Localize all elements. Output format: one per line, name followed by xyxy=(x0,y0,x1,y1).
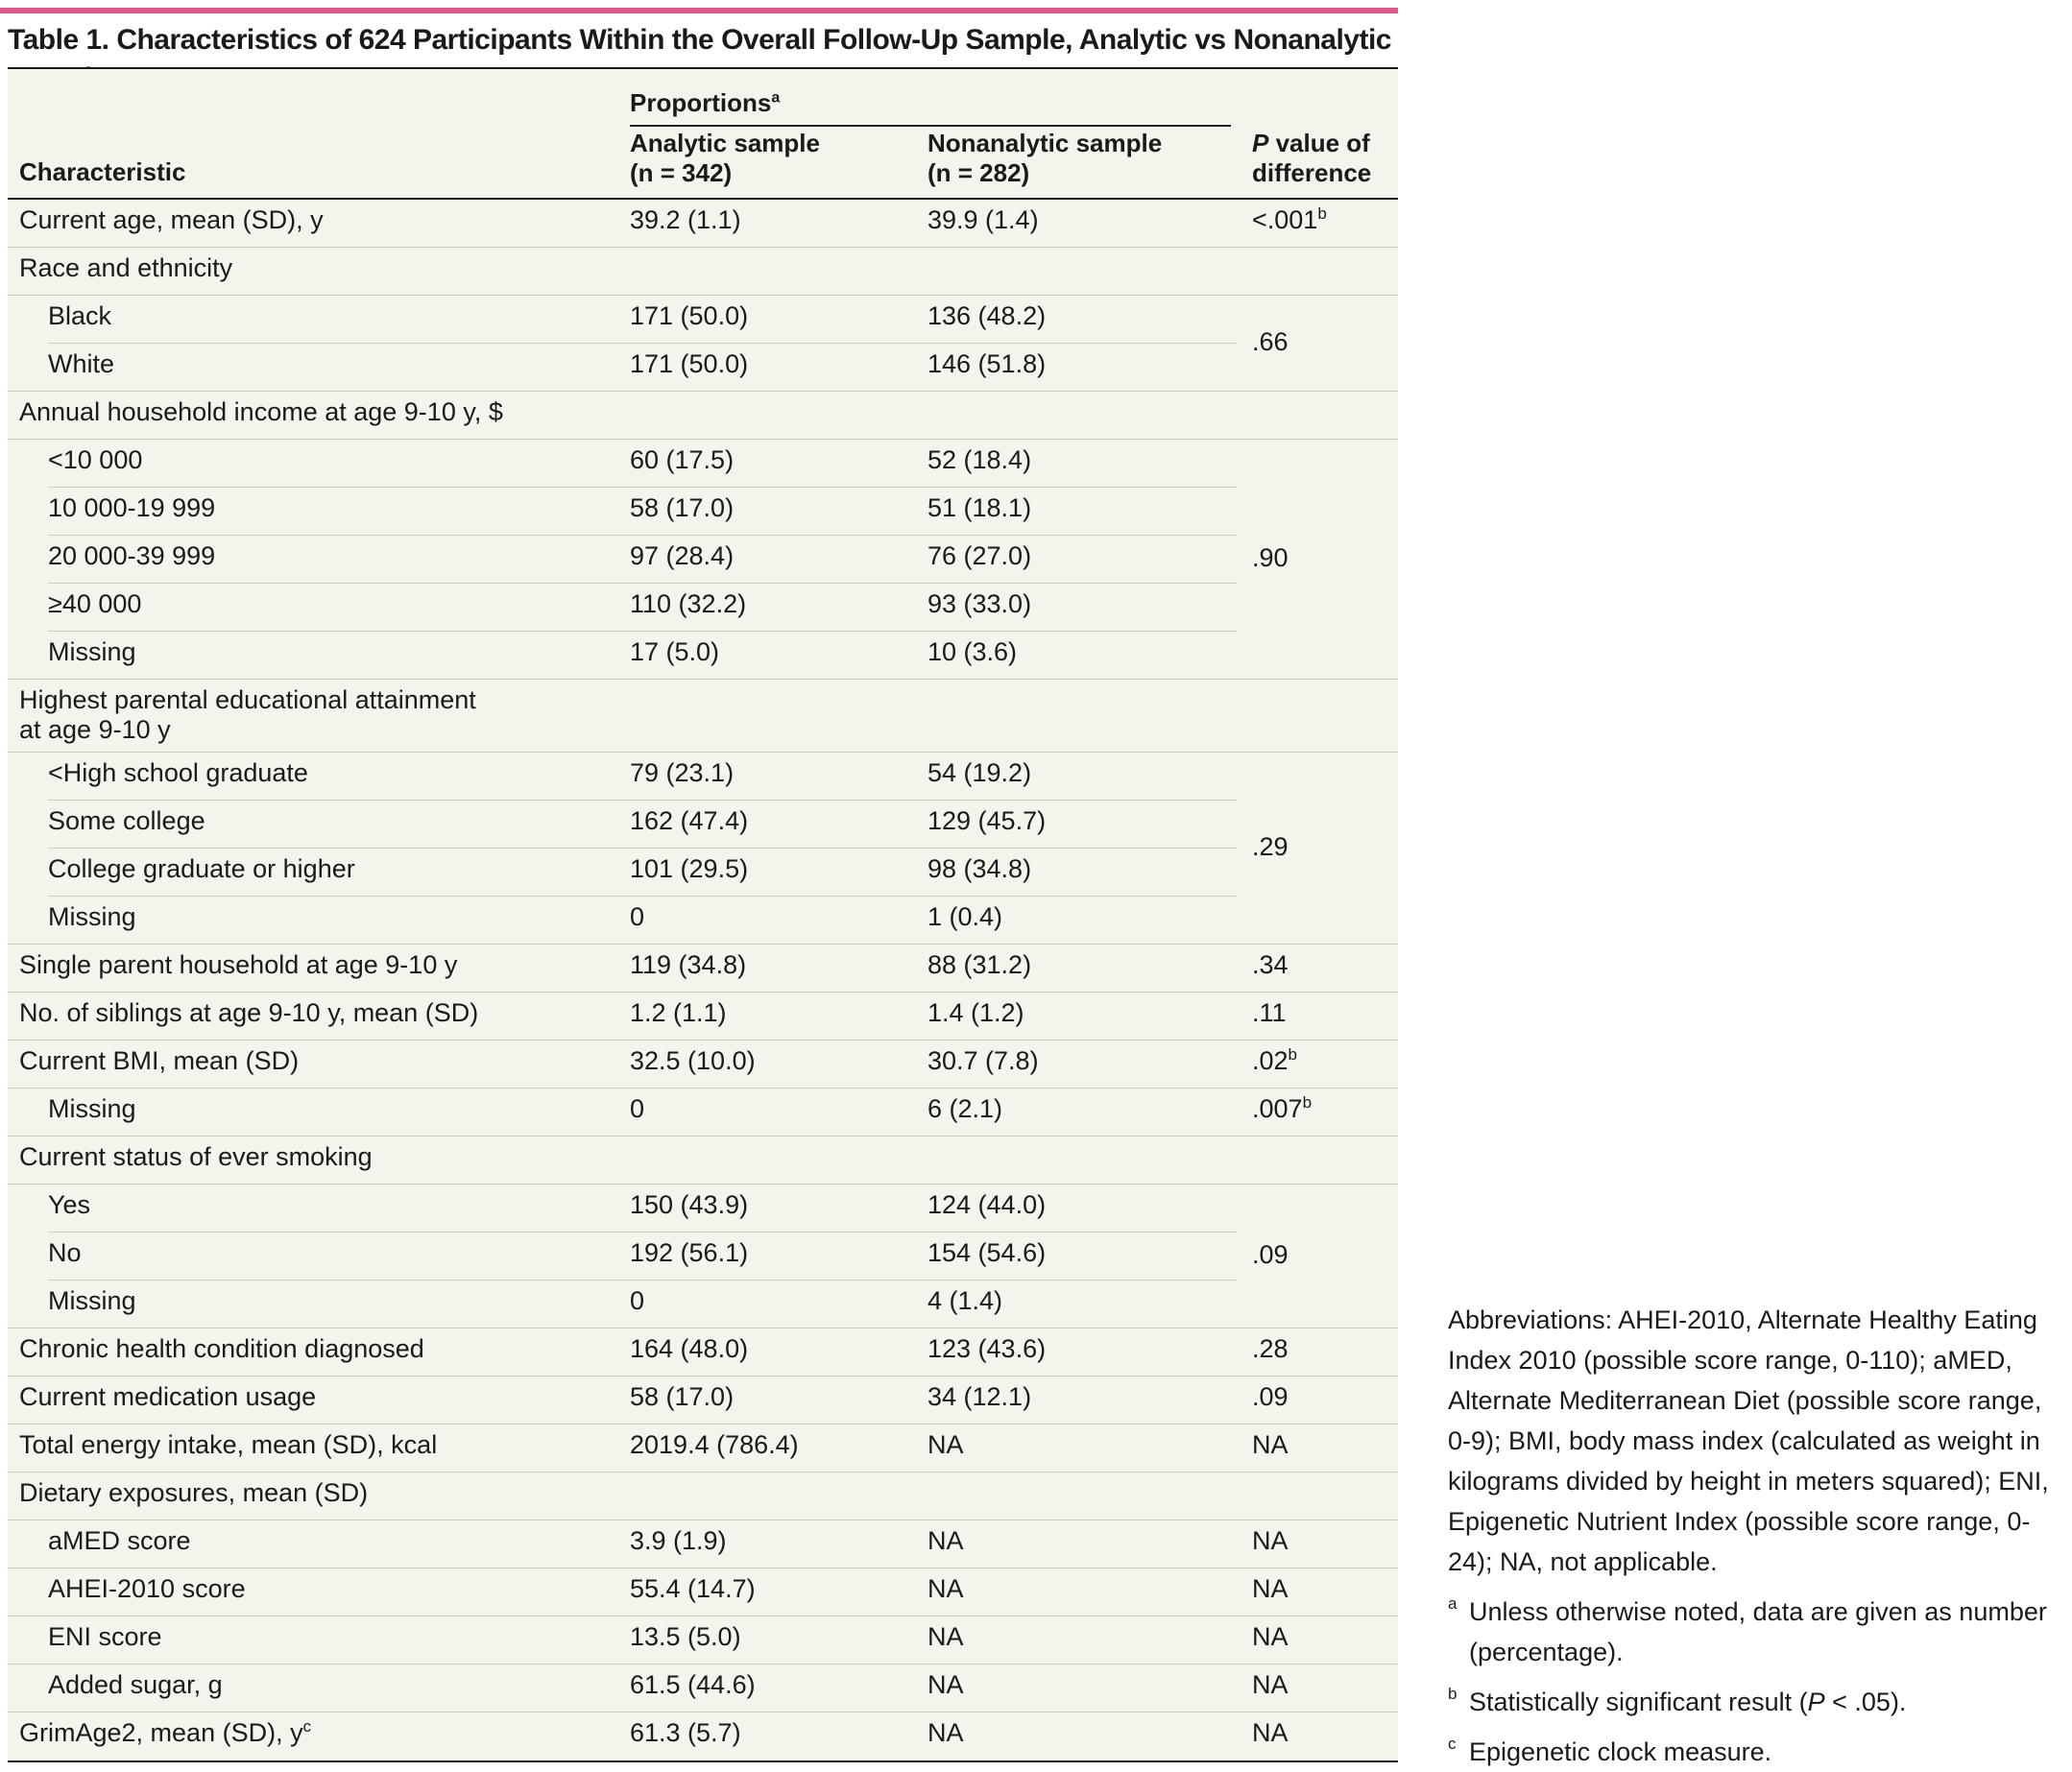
analytic-value: 97 (28.4) xyxy=(630,541,735,570)
row-label: Missing xyxy=(48,1286,136,1315)
nonanalytic-value: 4 (1.4) xyxy=(928,1286,1003,1315)
table-row xyxy=(8,1425,1398,1473)
row-label: Missing xyxy=(48,637,136,666)
analytic-value: 3.9 (1.9) xyxy=(630,1526,727,1555)
analytic-value: 150 (43.9) xyxy=(630,1190,749,1219)
p-value: NA xyxy=(1252,1622,1289,1651)
nonanalytic-value: 154 (54.6) xyxy=(928,1238,1047,1267)
row-label: Missing xyxy=(48,902,136,931)
nonanalytic-value: 129 (45.7) xyxy=(928,806,1047,835)
analytic-value: 171 (50.0) xyxy=(630,301,749,330)
title-accent-bar xyxy=(0,8,1398,13)
p-value: NA xyxy=(1252,1670,1289,1699)
nonanalytic-value: 136 (48.2) xyxy=(928,301,1047,330)
footnote-mark-b: b xyxy=(1302,1093,1313,1112)
nonanalytic-value: 1.4 (1.2) xyxy=(928,998,1024,1027)
header-p-value: P value of difference xyxy=(1252,129,1372,187)
nonanalytic-value: 1 (0.4) xyxy=(928,902,1003,931)
row-label: Current BMI, mean (SD) xyxy=(19,1046,300,1075)
table-row xyxy=(8,200,1398,248)
row-label: Total energy intake, mean (SD), kcal xyxy=(19,1430,438,1459)
row-label: Missing xyxy=(48,1094,136,1123)
row-label: Black xyxy=(48,301,112,330)
analytic-value: 61.3 (5.7) xyxy=(630,1718,741,1747)
table-row xyxy=(8,632,1398,680)
nonanalytic-value: 124 (44.0) xyxy=(928,1190,1047,1219)
p-value: .11 xyxy=(1252,998,1287,1027)
table-row xyxy=(8,1473,1398,1521)
analytic-value: 79 (23.1) xyxy=(630,758,735,787)
p-value: .28 xyxy=(1252,1334,1289,1363)
nonanalytic-value: 93 (33.0) xyxy=(928,589,1032,618)
analytic-value: 162 (47.4) xyxy=(630,806,749,835)
nonanalytic-value: NA xyxy=(928,1574,964,1603)
p-value: NA xyxy=(1252,1526,1289,1555)
header-characteristic: Characteristic xyxy=(19,157,186,186)
analytic-value: 0 xyxy=(630,1286,645,1315)
table-row xyxy=(8,248,1398,296)
header-proportions: Proportions$^a$ xyxy=(630,88,781,117)
header-nonanalytic-sample: Nonanalytic sample (n = 282) xyxy=(928,129,1163,187)
p-value: <.001$^b$ xyxy=(1252,204,1327,234)
row-label: College graduate or higher xyxy=(48,854,355,883)
nonanalytic-value: 76 (27.0) xyxy=(928,541,1032,570)
nonanalytic-value: 54 (19.2) xyxy=(928,758,1032,787)
table-row xyxy=(8,1233,1398,1281)
table-notes xyxy=(1448,1300,2062,1772)
analytic-value: 171 (50.0) xyxy=(630,349,749,378)
row-label: Single parent household at age 9-10 y xyxy=(19,950,458,979)
analytic-value: 0 xyxy=(630,902,645,931)
table-row xyxy=(8,1089,1398,1137)
analytic-value: 58 (17.0) xyxy=(630,493,735,522)
table-row xyxy=(8,1137,1398,1185)
row-label: 20 000-39 999 xyxy=(48,541,216,570)
table-row xyxy=(8,1521,1398,1568)
p-value: NA xyxy=(1252,1430,1289,1459)
row-label: Some college xyxy=(48,806,205,835)
table-row xyxy=(8,1664,1398,1712)
nonanalytic-value: 10 (3.6) xyxy=(928,637,1018,666)
row-label: <10 000 xyxy=(48,445,143,474)
p-value: NA xyxy=(1252,1718,1289,1747)
table-row xyxy=(8,392,1398,440)
table-row xyxy=(8,584,1398,632)
table-row xyxy=(8,1329,1398,1377)
analytic-value: 61.5 (44.6) xyxy=(630,1670,756,1699)
row-label: Current age, mean (SD), y xyxy=(19,205,324,234)
abbreviations-note: Abbreviations: AHEI-2010, Alternate Healthy Eating Index 2010 (possible score range, 0-110); aMED, Alternate Mediterranean Diet (possible score range, 0-9); BMI, body mass index (calculated as weight in kilograms divided by height in meters squared); ENI, Epigenetic Nutrient Index (possible score range, 0-24); NA, not applicable. xyxy=(1448,1305,2049,1576)
nonanalytic-value: NA xyxy=(928,1670,964,1699)
analytic-value: 192 (56.1) xyxy=(630,1238,749,1267)
nonanalytic-value: NA xyxy=(928,1622,964,1651)
table-row xyxy=(8,1041,1398,1089)
analytic-value: 13.5 (5.0) xyxy=(630,1622,741,1651)
table-row xyxy=(8,1377,1398,1425)
analytic-value: 39.2 (1.1) xyxy=(630,205,741,234)
table-row xyxy=(8,680,1398,753)
nonanalytic-value: 34 (12.1) xyxy=(928,1382,1032,1411)
table-row xyxy=(8,344,1398,392)
analytic-value: 55.4 (14.7) xyxy=(630,1574,756,1603)
row-label: aMED score xyxy=(48,1526,191,1555)
nonanalytic-value: 98 (34.8) xyxy=(928,854,1032,883)
row-label: Dietary exposures, mean (SD) xyxy=(19,1478,369,1507)
table-row xyxy=(8,849,1398,897)
analytic-value: 17 (5.0) xyxy=(630,637,720,666)
header-analytic-sample: Analytic sample (n = 342) xyxy=(630,129,820,187)
nonanalytic-value: 146 (51.8) xyxy=(928,349,1047,378)
analytic-value: 60 (17.5) xyxy=(630,445,735,474)
analytic-value: 2019.4 (786.4) xyxy=(630,1430,799,1459)
table-row xyxy=(8,1568,1398,1616)
row-label: ENI score xyxy=(48,1622,162,1651)
row-label: Chronic health condition diagnosed xyxy=(19,1334,424,1363)
footnote-c: c Epigenetic clock measure. xyxy=(1448,1735,1772,1766)
table-title: Table 1. Characteristics of 624 Participants Within the Overall Follow-Up Sample, Analytic vs Nonanalytic xyxy=(8,24,1391,56)
row-label: No. of siblings at age 9-10 y, mean (SD) xyxy=(19,998,479,1027)
table-row xyxy=(8,801,1398,849)
row-label: No xyxy=(48,1238,82,1267)
analytic-value: 58 (17.0) xyxy=(630,1382,735,1411)
analytic-value: 164 (48.0) xyxy=(630,1334,749,1363)
table-row xyxy=(8,536,1398,584)
footnote-b: b Statistically significant result (P < .05). xyxy=(1448,1685,1907,1716)
nonanalytic-value: 51 (18.1) xyxy=(928,493,1032,522)
row-label: Race and ethnicity xyxy=(19,253,233,282)
analytic-value: 110 (32.2) xyxy=(630,589,747,618)
row-label: ≥40 000 xyxy=(48,589,142,618)
footnote-mark-b: b xyxy=(1317,204,1327,223)
table-row xyxy=(8,945,1398,993)
p-value: .09 xyxy=(1252,1382,1289,1411)
table-row xyxy=(8,296,1398,344)
nonanalytic-value: 52 (18.4) xyxy=(928,445,1032,474)
footnote-mark-a: a xyxy=(771,89,781,107)
nonanalytic-value: 30.7 (7.8) xyxy=(928,1046,1039,1075)
table-row xyxy=(8,993,1398,1041)
p-value: NA xyxy=(1252,1574,1289,1603)
row-label: Current medication usage xyxy=(19,1382,317,1411)
row-label: Annual household income at age 9-10 y, $ xyxy=(19,397,503,426)
p-value: .007$^b$ xyxy=(1252,1093,1313,1123)
row-label: White xyxy=(48,349,115,378)
proportions-rule xyxy=(630,125,1231,127)
analytic-value: 0 xyxy=(630,1094,645,1123)
nonanalytic-value: NA xyxy=(928,1430,964,1459)
row-label: Highest parental educational attainment at age 9-10 y xyxy=(19,685,476,744)
characteristics-table xyxy=(8,67,1398,1762)
analytic-value: 119 (34.8) xyxy=(630,950,747,979)
group-p-value: .66 xyxy=(1252,327,1289,356)
table-row xyxy=(8,440,1398,488)
table-row xyxy=(8,1281,1398,1329)
row-label: AHEI-2010 score xyxy=(48,1574,246,1603)
group-p-value: .29 xyxy=(1252,832,1289,861)
footnote-a: a Unless otherwise noted, data are given as number (percentage). xyxy=(1448,1594,2047,1666)
row-label: Added sugar, g xyxy=(48,1670,223,1699)
table-row xyxy=(8,1616,1398,1664)
nonanalytic-value: 6 (2.1) xyxy=(928,1094,1003,1123)
nonanalytic-value: NA xyxy=(928,1718,964,1747)
analytic-value: 1.2 (1.1) xyxy=(630,998,727,1027)
nonanalytic-value: 88 (31.2) xyxy=(928,950,1032,979)
table-row xyxy=(8,753,1398,801)
footnote-mark-c: c xyxy=(302,1717,312,1736)
footnote-mark-b: b xyxy=(1288,1045,1298,1064)
row-label: Yes xyxy=(48,1190,91,1219)
group-p-value: .09 xyxy=(1252,1240,1289,1269)
analytic-value: 101 (29.5) xyxy=(630,854,749,883)
nonanalytic-value: 123 (43.6) xyxy=(928,1334,1047,1363)
nonanalytic-value: 39.9 (1.4) xyxy=(928,205,1039,234)
group-p-value: .90 xyxy=(1252,543,1289,572)
table-row xyxy=(8,897,1398,945)
table-row xyxy=(8,1712,1398,1760)
analytic-value: 32.5 (10.0) xyxy=(630,1046,756,1075)
table-row xyxy=(8,488,1398,536)
p-value: .02$^b$ xyxy=(1252,1045,1298,1075)
p-value: .34 xyxy=(1252,950,1289,979)
row-label: Current status of ever smoking xyxy=(19,1142,373,1171)
row-label: GrimAge2, mean (SD), $y^c$ xyxy=(19,1717,312,1747)
table-row xyxy=(8,1185,1398,1233)
nonanalytic-value: NA xyxy=(928,1526,964,1555)
row-label: <High school graduate xyxy=(48,758,308,787)
row-label: 10 000-19 999 xyxy=(48,493,216,522)
